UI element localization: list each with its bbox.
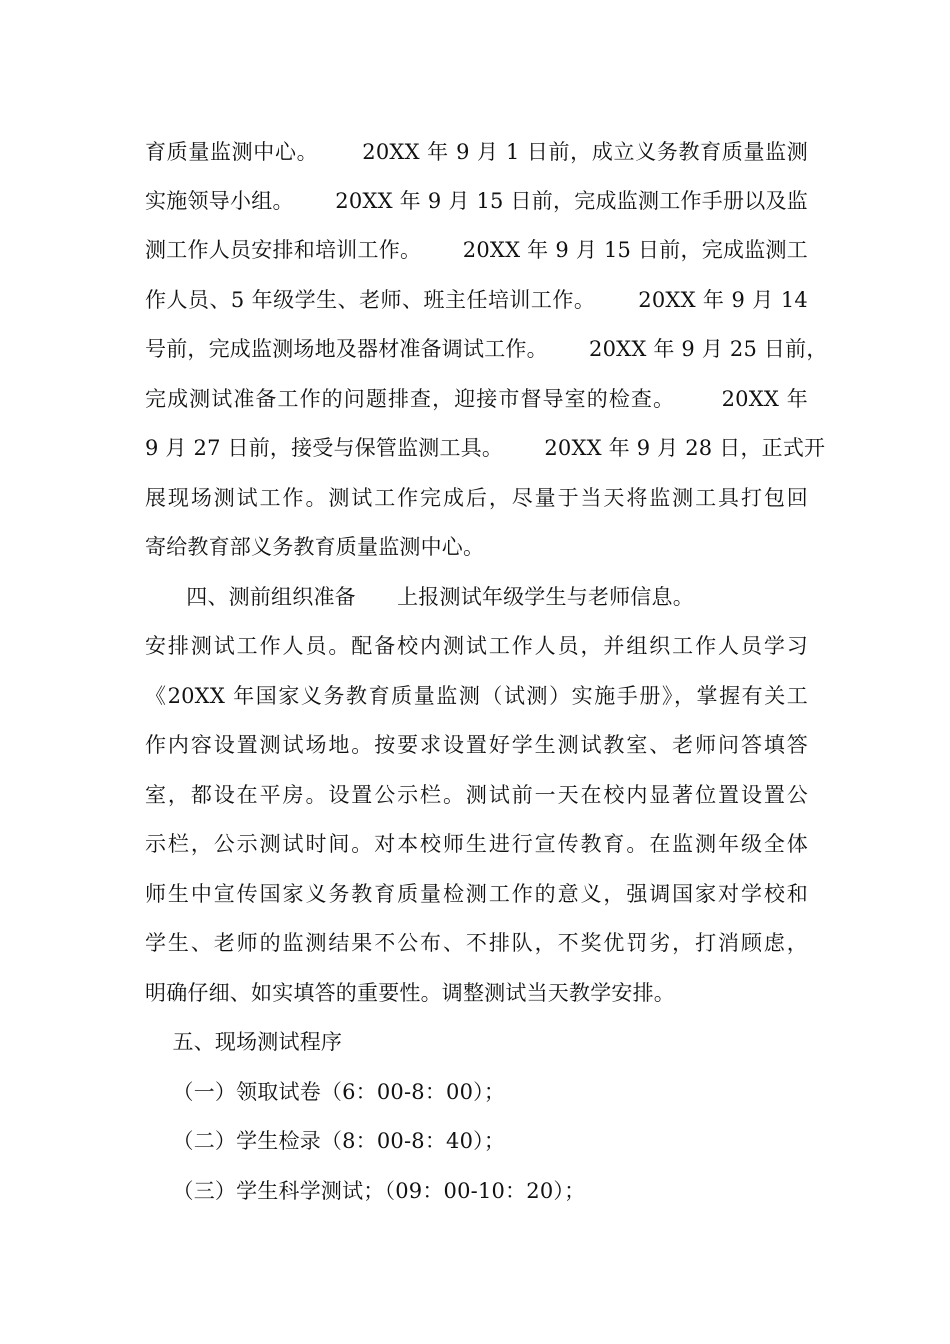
text-line: 作内容设置测试场地。按要求设置好学生测试教室、老师问答填答 bbox=[145, 733, 808, 757]
text-line: 测工作人员安排和培训工作。 20XX 年 9 月 15 日前，完成监测工 bbox=[145, 238, 808, 262]
text-line: 9 月 27 日前，接受与保管监测工具。 20XX 年 9 月 28 日，正式开 bbox=[145, 436, 826, 460]
text-line: 作人员、5 年级学生、老师、班主任培训工作。 20XX 年 9 月 14 bbox=[145, 288, 808, 312]
text-line: 完成测试准备工作的问题排查，迎接市督导室的检查。 20XX 年 bbox=[145, 387, 808, 411]
list-item: （二）学生检录（8：00-8：40）； bbox=[145, 1129, 506, 1153]
text-line: 寄给教育部义务教育质量监测中心。 bbox=[145, 535, 485, 559]
text-line: 明确仔细、如实填答的重要性。调整测试当天教学安排。 bbox=[145, 981, 675, 1005]
text-line: 号前，完成监测场地及器材准备调试工作。 20XX 年 9 月 25 日前， bbox=[145, 337, 828, 361]
text-line: 实施领导小组。 20XX 年 9 月 15 日前，完成监测工作手册以及监 bbox=[145, 189, 808, 213]
text-line: 安排测试工作人员。配备校内测试工作人员，并组织工作人员学习 bbox=[145, 634, 808, 658]
text-line: 师生中宣传国家义务教育质量检测工作的意义，强调国家对学校和 bbox=[145, 882, 808, 906]
text-line: 展现场测试工作。测试工作完成后，尽量于当天将监测工具打包回 bbox=[145, 486, 808, 510]
list-item: （三）学生科学测试；（09：00-10：20）； bbox=[145, 1179, 586, 1203]
text-line: 室，都设在平房。设置公示栏。测试前一天在校内显著位置设置公 bbox=[145, 783, 808, 807]
text-line: 育质量监测中心。 20XX 年 9 月 1 日前，成立义务教育质量监测 bbox=[145, 140, 808, 164]
text-line: 《20XX 年国家义务教育质量监测（试测）实施手册》，掌握有关工 bbox=[145, 684, 808, 708]
text-line: 示栏，公示测试时间。对本校师生进行宣传教育。在监测年级全体 bbox=[145, 832, 808, 856]
text-line: 学生、老师的监测结果不公布、不排队，不奖优罚劣，打消顾虑， bbox=[145, 931, 808, 955]
section-heading-5: 五、现场测试程序 bbox=[145, 1030, 343, 1054]
list-item: （一）领取试卷（6：00-8：00）； bbox=[145, 1080, 506, 1104]
section-heading-4: 四、测前组织准备 上报测试年级学生与老师信息。 bbox=[145, 585, 694, 609]
